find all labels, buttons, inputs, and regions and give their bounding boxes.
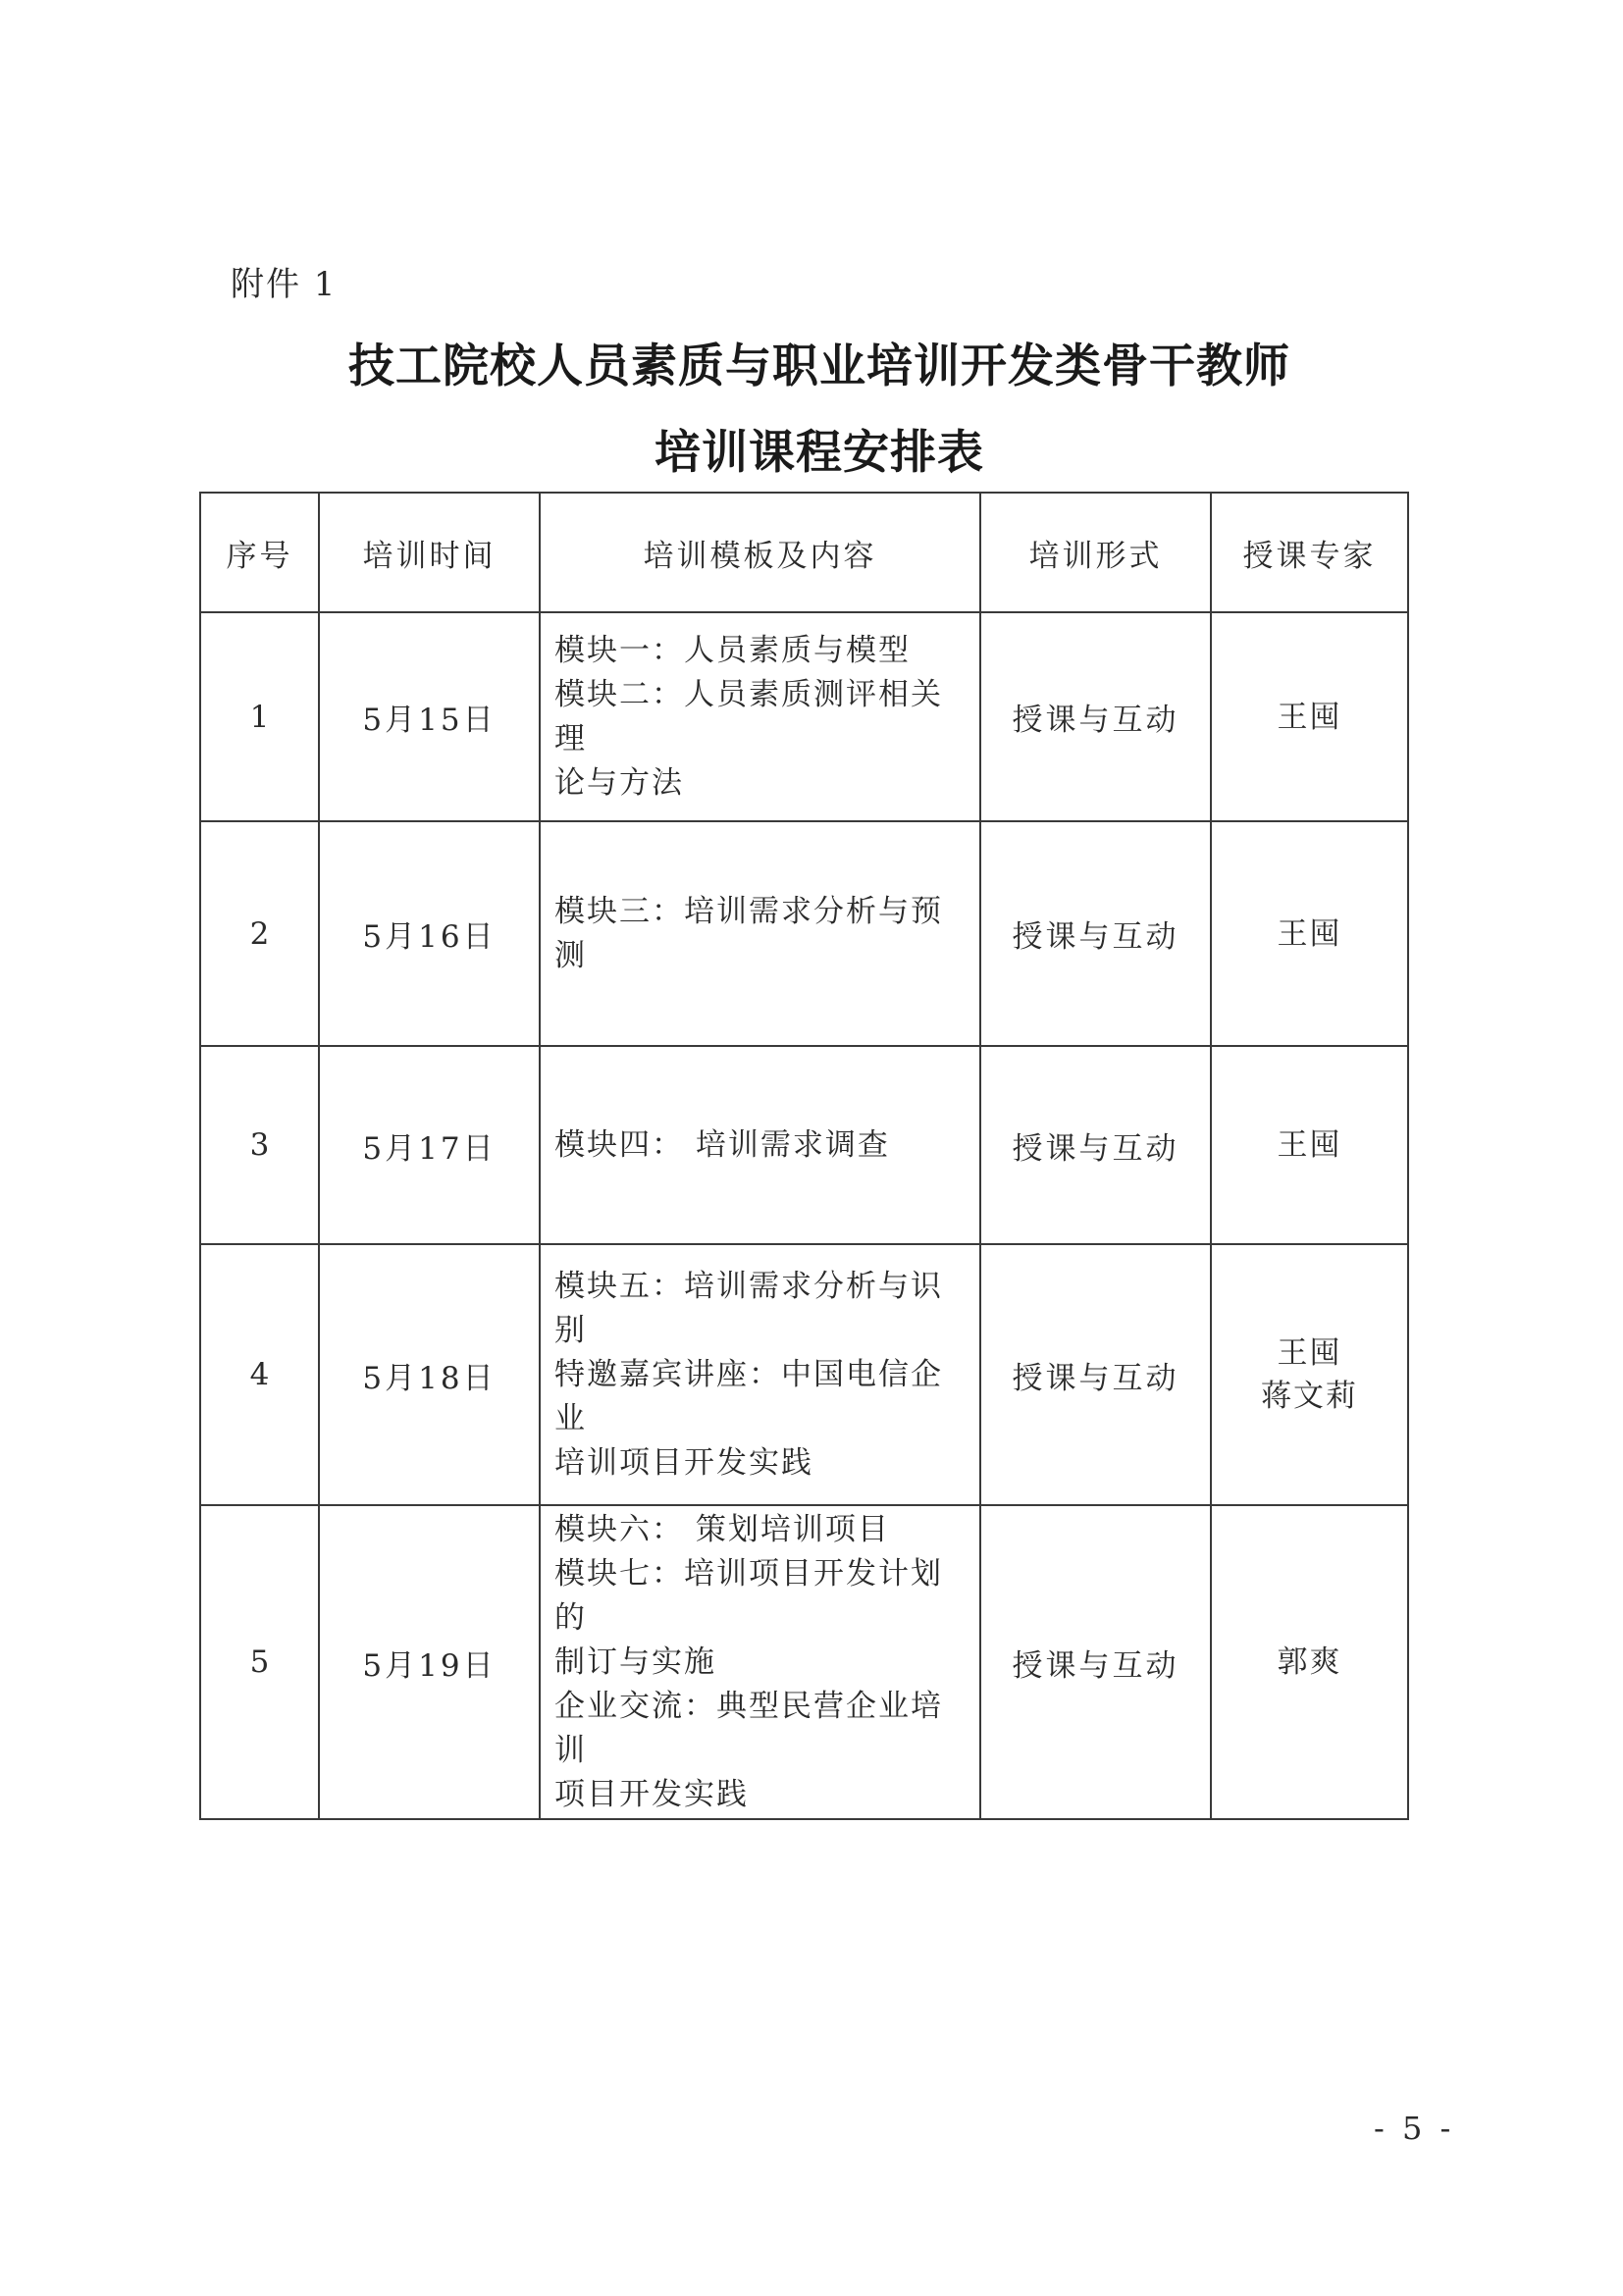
content-line: 模块一：人员素质与模型 [554, 632, 911, 668]
attachment-label: 附件 1 [231, 265, 338, 304]
cell-date: 5月19日 [319, 1505, 540, 1819]
content-line: 模块七：培训项目开发计划的 [554, 1555, 943, 1636]
document-title-line-2: 培训课程安排表 [654, 426, 984, 480]
header-format: 培训形式 [980, 493, 1211, 612]
cell-no: 5 [200, 1505, 319, 1819]
cell-format: 授课与互动 [980, 1244, 1211, 1505]
document-title-line-1: 技工院校人员素质与职业培训开发类骨干教师 [348, 339, 1290, 393]
expert-name: 蒋文莉 [1261, 1379, 1358, 1414]
cell-no: 2 [200, 821, 319, 1046]
cell-content [540, 1244, 980, 1505]
cell-expert [1211, 1244, 1408, 1505]
table-header-row [200, 493, 1408, 612]
content-line: 制订与实施 [554, 1644, 716, 1680]
expert-name: 王囤 [1277, 915, 1342, 952]
cell-format: 授课与互动 [980, 612, 1211, 821]
cell-content [540, 821, 980, 1046]
cell-content [540, 1046, 980, 1244]
cell-format: 授课与互动 [980, 1505, 1211, 1819]
content-line: 模块六： 策划培训项目 [554, 1511, 890, 1547]
content-line: 模块二：人员素质测评相关理 [554, 676, 943, 757]
header-date: 培训时间 [319, 493, 540, 612]
header-content: 培训模板及内容 [540, 493, 980, 612]
cell-expert [1211, 1046, 1408, 1244]
cell-no: 1 [200, 612, 319, 821]
cell-content [540, 612, 980, 821]
content-line: 模块三：培训需求分析与预测 [554, 893, 943, 973]
cell-date: 5月16日 [319, 821, 540, 1046]
cell-no: 4 [200, 1244, 319, 1505]
table-row [200, 612, 1408, 821]
cell-content [540, 1505, 980, 1819]
expert-name: 王囤 [1277, 699, 1342, 735]
cell-date: 5月17日 [319, 1046, 540, 1244]
page-number: - 5 - [1374, 2110, 1455, 2147]
cell-expert [1211, 1505, 1408, 1819]
training-schedule-table [199, 492, 1409, 1820]
content-line: 模块四： 培训需求调查 [554, 1126, 890, 1163]
cell-no: 3 [200, 1046, 319, 1244]
cell-date: 5月15日 [319, 612, 540, 821]
cell-format: 授课与互动 [980, 1046, 1211, 1244]
content-line: 企业交流：典型民营企业培训 [554, 1688, 943, 1768]
table-row [200, 1505, 1408, 1819]
content-line: 模块五：培训需求分析与识别 [554, 1268, 943, 1348]
content-line: 论与方法 [554, 764, 684, 801]
cell-date: 5月18日 [319, 1244, 540, 1505]
cell-format: 授课与互动 [980, 821, 1211, 1046]
expert-name: 王囤 [1277, 1127, 1342, 1163]
expert-name: 郭爽 [1277, 1644, 1342, 1680]
content-line: 特邀嘉宾讲座：中国电信企业 [554, 1356, 943, 1436]
content-line: 培训项目开发实践 [554, 1444, 813, 1481]
header-expert: 授课专家 [1211, 493, 1408, 612]
cell-expert [1211, 821, 1408, 1046]
cell-expert [1211, 612, 1408, 821]
table-row [200, 821, 1408, 1046]
expert-name: 王囤 [1277, 1335, 1342, 1371]
table-row [200, 1046, 1408, 1244]
content-line: 项目开发实践 [554, 1776, 749, 1812]
table-row [200, 1244, 1408, 1505]
header-no: 序号 [200, 493, 319, 612]
